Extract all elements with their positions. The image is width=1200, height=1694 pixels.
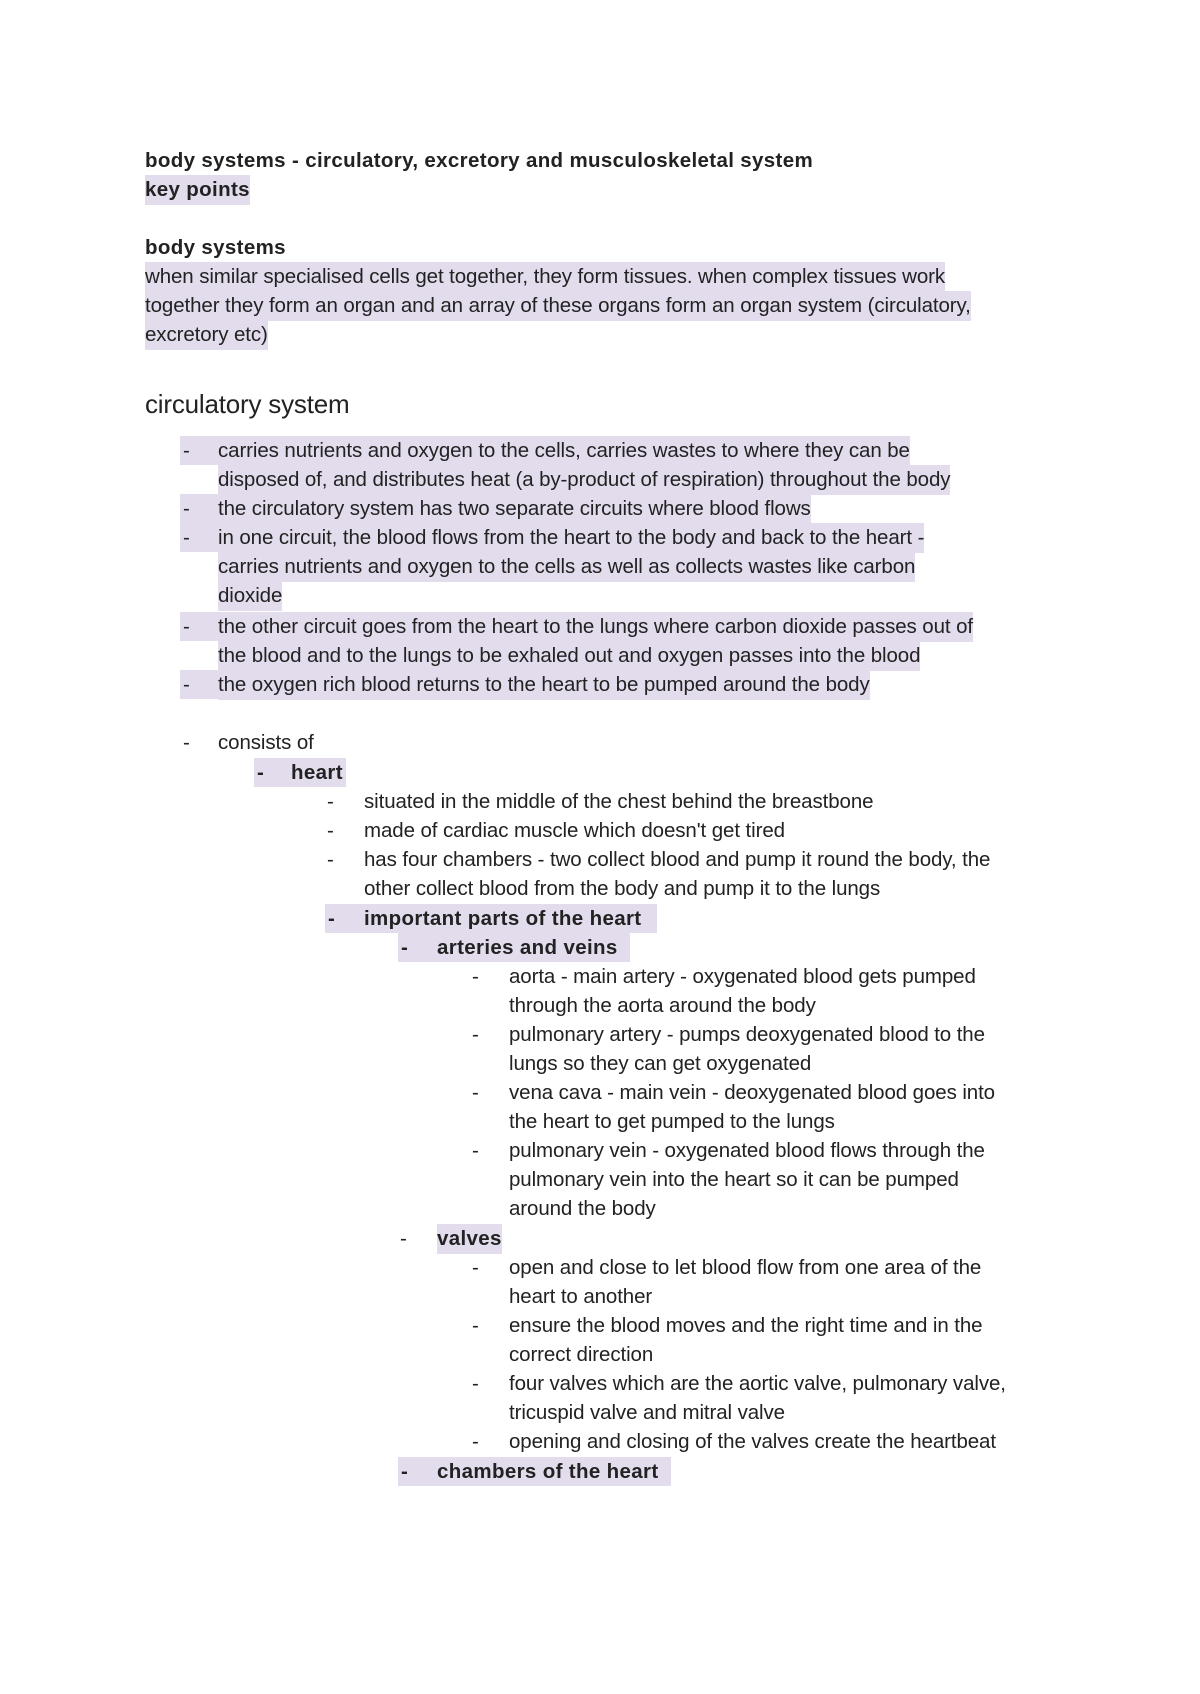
list-item-text: consists of [218, 731, 314, 754]
bullet-dash: - [327, 790, 334, 813]
list-item-text: the circulatory system has two separate circuits where blood flows [218, 494, 811, 524]
intro-line: excretory etc) [145, 320, 268, 350]
bullet-dash: - [183, 731, 190, 754]
list-item-text: around the body [509, 1197, 656, 1220]
list-item-text: carries nutrients and oxygen to the cells, carries wastes to where they can be [218, 436, 910, 466]
subheading-valves: valves [437, 1224, 502, 1254]
subheading-important-parts: important parts of the heart [364, 907, 642, 930]
list-item-text: made of cardiac muscle which doesn't get tired [364, 819, 785, 842]
bullet-dash: - [472, 1372, 479, 1395]
list-item-text: the blood and to the lungs to be exhaled out and oxygen passes into the blood [218, 641, 920, 671]
bullet-dash: - [472, 1023, 479, 1046]
bullet-dash: - [183, 673, 190, 696]
list-item-text: carries nutrients and oxygen to the cells as well as collects wastes like carbon [218, 552, 915, 582]
bullet-dash: - [257, 761, 264, 784]
list-item-text: four valves which are the aortic valve, pulmonary valve, [509, 1372, 1006, 1395]
document-title: body systems - circulatory, excretory and musculoskeletal system [145, 149, 814, 172]
section-body-systems: body systems [145, 236, 286, 259]
bullet-dash: - [327, 819, 334, 842]
bullet-dash: - [472, 1256, 479, 1279]
bullet-dash: - [472, 1430, 479, 1453]
subheading-heart: heart [291, 761, 343, 784]
list-item-text: lungs so they can get oxygenated [509, 1052, 812, 1075]
bullet-dash: - [183, 615, 190, 638]
bullet-dash: - [183, 497, 190, 520]
list-item-text: dioxide [218, 581, 282, 611]
heading-circulatory-system: circulatory system [145, 389, 350, 419]
bullet-dash: - [401, 936, 408, 959]
bullet-dash: - [183, 439, 190, 462]
subheading-chambers: chambers of the heart [437, 1460, 659, 1483]
list-item-text: pulmonary vein into the heart so it can be pumped [509, 1168, 959, 1191]
bullet-dash: - [472, 1081, 479, 1104]
list-item-text: situated in the middle of the chest behind the breastbone [364, 790, 874, 813]
subheading-arteries-veins: arteries and veins [437, 936, 618, 959]
bullet-dash: - [400, 1227, 407, 1250]
list-item-text: through the aorta around the body [509, 994, 816, 1017]
list-item-text: has four chambers - two collect blood and pump it round the body, the [364, 848, 991, 871]
list-item-text: open and close to let blood flow from one area of the [509, 1256, 982, 1279]
list-item-text: vena cava - main vein - deoxygenated blood goes into [509, 1081, 995, 1104]
intro-line: when similar specialised cells get together, they form tissues. when complex tissues work [145, 262, 945, 292]
bullet-dash: - [183, 526, 190, 549]
list-item-text: aorta - main artery - oxygenated blood gets pumped [509, 965, 976, 988]
intro-line: together they form an organ and an array of these organs form an organ system (circulatory, [145, 291, 971, 321]
list-item-text: opening and closing of the valves create the heartbeat [509, 1430, 996, 1453]
bullet-dash: - [328, 907, 335, 930]
list-item-text: the other circuit goes from the heart to the lungs where carbon dioxide passes out of [218, 612, 973, 642]
list-item-text: ensure the blood moves and the right time and in the [509, 1314, 983, 1337]
list-item-text: tricuspid valve and mitral valve [509, 1401, 785, 1424]
bullet-dash: - [472, 1314, 479, 1337]
list-item-text: pulmonary artery - pumps deoxygenated blood to the [509, 1023, 985, 1046]
key-points-label: key points [145, 175, 250, 205]
list-item-text: heart to another [509, 1285, 653, 1308]
list-item-text: the oxygen rich blood returns to the heart to be pumped around the body [218, 670, 870, 700]
list-item-text: pulmonary vein - oxygenated blood flows through the [509, 1139, 985, 1162]
bullet-dash: - [472, 1139, 479, 1162]
list-item-text: other collect blood from the body and pump it to the lungs [364, 877, 881, 900]
bullet-dash: - [401, 1460, 408, 1483]
list-item-text: correct direction [509, 1343, 654, 1366]
bullet-dash: - [472, 965, 479, 988]
list-item-text: in one circuit, the blood flows from the heart to the body and back to the heart - [218, 523, 924, 553]
list-item-text: the heart to get pumped to the lungs [509, 1110, 835, 1133]
list-item-text: disposed of, and distributes heat (a by-product of respiration) throughout the body [218, 465, 950, 495]
bullet-dash: - [327, 848, 334, 871]
